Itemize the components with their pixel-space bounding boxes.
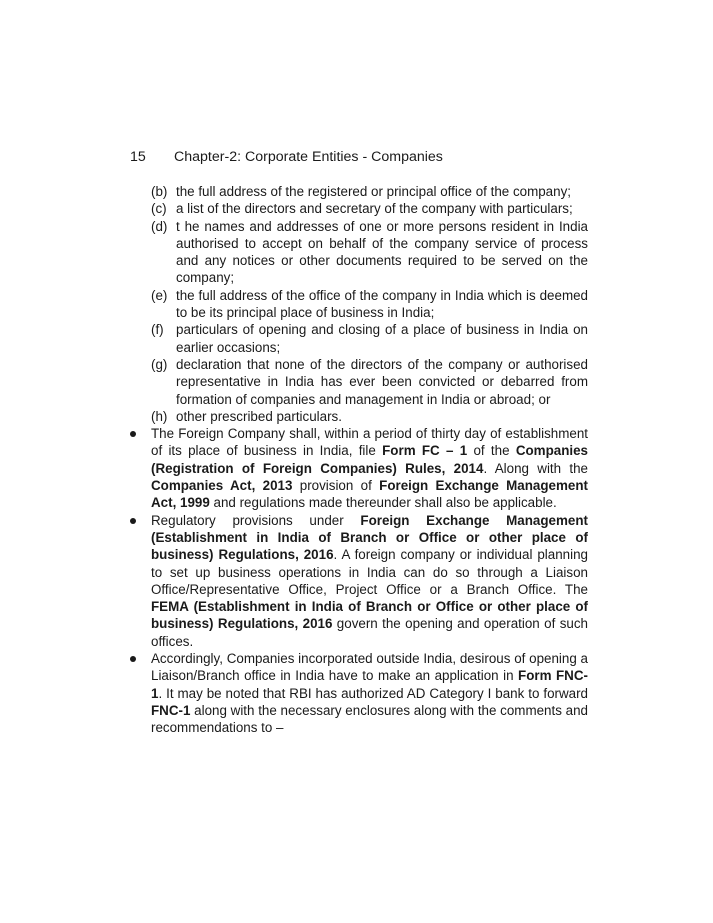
item-text: the full address of the registered or principal office of the company; [176,184,571,199]
page-body [129,183,588,737]
item-marker: (d) [151,218,168,234]
item-text: other prescribed particulars. [176,408,342,424]
bullet-icon [130,431,136,437]
list-item [151,287,588,322]
bullet-icon [130,518,136,524]
item-text: declaration that none of the directors of the company or authorised representative in India has ever been convicted or debarred from formation of companies and management in India or abroad; or [176,356,588,407]
item-marker: (g) [151,356,168,372]
bullet-item-fc1: The Foreign Company shall, within a period of thirty day of establishment of its place of business in India, file Form FC – 1 of the Companies (Registration of Foreign Companies) Rules, 2014. Along with the Companies Act, 2013 provision of Foreign Exchange Management Act, 1999 and regulations made thereunder shall also be applicable. [129,425,588,511]
item-text: the full address of the office of the company in India which is deemed to be its principal place of business in India; [176,287,588,321]
list-item [151,183,588,200]
item-text: t he names and addresses of one or more persons resident in India authorised to accept on behalf of the company service of process and any notices or other documents required to be served on the company; [176,218,588,286]
chapter-title: Chapter-2: Corporate Entities - Companies [174,149,443,165]
item-marker: (b) [151,184,168,199]
item-marker: (c) [151,201,167,217]
bullet-icon [130,656,136,662]
item-text: a list of the directors and secretary of the company with particulars; [176,201,573,217]
bullet-item-fnc1: Accordingly, Companies incorporated outside India, desirous of opening a Liaison/Branch office in India have to make an application in Form FNC-1. It may be noted that RBI has authorized AD Category I bank to forward FNC-1 along with the necessary enclosures along with the comments and recommendations to – [129,650,588,736]
page-header [130,149,600,166]
list-item [151,200,588,217]
item-marker: (h) [151,408,168,424]
list-item [151,218,588,287]
item-marker: (e) [151,287,168,303]
bullet-list [129,425,588,736]
particulars-list [129,183,588,425]
list-item [151,408,588,425]
page-number: 15 [130,149,146,165]
bullet-item-fema: Regulatory provisions under Foreign Exchange Management (Establishment in India of Branch or Office or other place of business) Regulations, 2016. A foreign company or individual planning to set up business operations in India can do so through a Liaison Office/Representative Office, Project Office or a Branch Office. The FEMA (Establishment in India of Branch or Office or other place of business) Regulations, 2016 govern the opening and operation of such offices. [129,512,588,650]
list-item [151,321,588,356]
list-item [151,356,588,408]
item-marker: (f) [151,322,164,338]
item-text: particulars of opening and closing of a place of business in India on earlier occasions; [176,322,588,355]
